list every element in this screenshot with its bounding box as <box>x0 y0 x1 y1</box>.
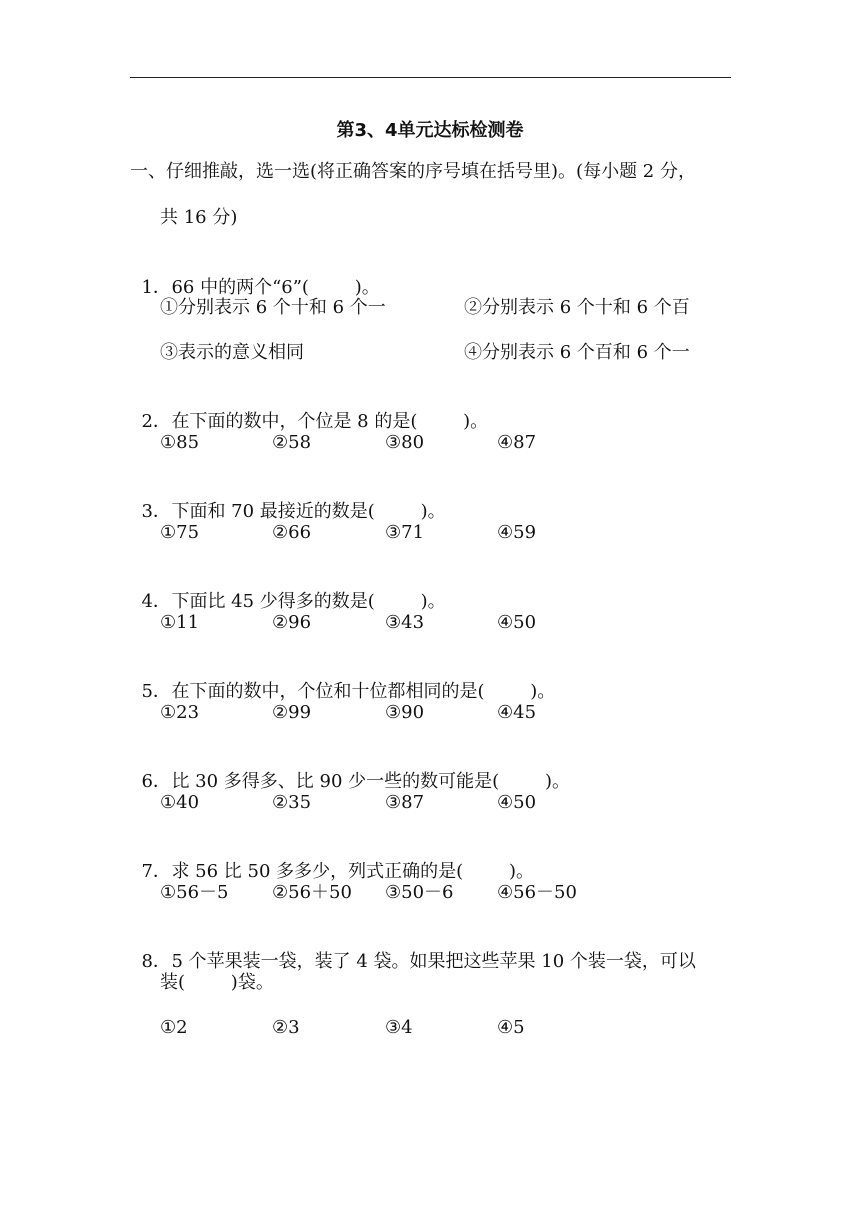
question-text: 下面比 45 少得多的数是( )。 <box>171 591 446 612</box>
question-number: 6． <box>141 771 171 792</box>
question-number: 3． <box>141 501 171 522</box>
q7-option-3[interactable]: ③50－6 <box>385 882 454 903</box>
q4-option-1[interactable]: ①11 <box>160 612 200 633</box>
q3-option-4[interactable]: ④59 <box>497 522 537 543</box>
q4-option-4[interactable]: ④50 <box>497 612 537 633</box>
q1-option-1[interactable]: ①分别表示 6 个十和 6 个一 <box>160 297 386 318</box>
q5-option-4[interactable]: ④45 <box>497 702 537 723</box>
q8-option-4[interactable]: ④5 <box>497 1017 525 1038</box>
question-text: 66 中的两个“6”( )。 <box>171 277 380 298</box>
question-text: 在下面的数中，个位和十位都相同的是( )。 <box>171 681 556 702</box>
section-instruction: 一、仔细推敲，选一选(将正确答案的序号填在括号里)。(每小题 2 分， <box>130 161 696 182</box>
q8-option-2[interactable]: ②3 <box>272 1017 300 1038</box>
question-text: 比 30 多得多、比 90 少一些的数可能是( )。 <box>171 771 570 792</box>
q1-option-2[interactable]: ②分别表示 6 个十和 6 个百 <box>464 297 690 318</box>
question-8-cont: 装( )袋。 <box>160 972 274 993</box>
question-number: 2． <box>141 411 171 432</box>
section-instruction-cont: 共 16 分) <box>160 207 238 228</box>
question-text: 下面和 70 最接近的数是( )。 <box>171 501 446 522</box>
q8-option-1[interactable]: ①2 <box>160 1017 188 1038</box>
page-title: 第3、4单元达标检测卷 <box>336 120 524 141</box>
q7-option-2[interactable]: ②56＋50 <box>272 882 352 903</box>
q1-option-3[interactable]: ③表示的意义相同 <box>160 342 304 363</box>
question-text: 在下面的数中，个位是 8 的是( )。 <box>171 411 489 432</box>
question-4 <box>130 566 446 614</box>
q1-option-4[interactable]: ④分别表示 6 个百和 6 个一 <box>464 342 690 363</box>
q3-option-3[interactable]: ③71 <box>385 522 425 543</box>
q4-option-2[interactable]: ②96 <box>272 612 312 633</box>
q6-option-1[interactable]: ①40 <box>160 792 200 813</box>
q2-option-4[interactable]: ④87 <box>497 432 537 453</box>
q3-option-2[interactable]: ②66 <box>272 522 312 543</box>
question-number: 4． <box>141 591 171 612</box>
q3-option-1[interactable]: ①75 <box>160 522 200 543</box>
question-text: 5 个苹果装一袋，装了 4 袋。如果把这些苹果 10 个装一袋，可以 <box>171 951 696 972</box>
q6-option-3[interactable]: ③87 <box>385 792 425 813</box>
q6-option-2[interactable]: ②35 <box>272 792 312 813</box>
q7-option-1[interactable]: ①56－5 <box>160 882 229 903</box>
header-rule <box>130 77 731 78</box>
question-5 <box>130 656 555 704</box>
question-text: 求 56 比 50 多多少，列式正确的是( )。 <box>171 861 534 882</box>
q6-option-4[interactable]: ④50 <box>497 792 537 813</box>
question-3 <box>130 476 446 524</box>
q5-option-2[interactable]: ②99 <box>272 702 312 723</box>
question-6 <box>130 746 570 794</box>
q5-option-3[interactable]: ③90 <box>385 702 425 723</box>
question-2 <box>130 386 488 434</box>
question-1 <box>130 252 380 300</box>
q8-option-3[interactable]: ③4 <box>385 1017 413 1038</box>
q7-option-4[interactable]: ④56－50 <box>497 882 577 903</box>
question-number: 8． <box>141 951 171 972</box>
q4-option-3[interactable]: ③43 <box>385 612 425 633</box>
q2-option-3[interactable]: ③80 <box>385 432 425 453</box>
question-8 <box>130 926 696 974</box>
q2-option-1[interactable]: ①85 <box>160 432 200 453</box>
question-number: 7． <box>141 861 171 882</box>
question-7 <box>130 836 534 884</box>
question-number: 5． <box>141 681 171 702</box>
q2-option-2[interactable]: ②58 <box>272 432 312 453</box>
question-number: 1． <box>141 277 171 298</box>
q5-option-1[interactable]: ①23 <box>160 702 200 723</box>
